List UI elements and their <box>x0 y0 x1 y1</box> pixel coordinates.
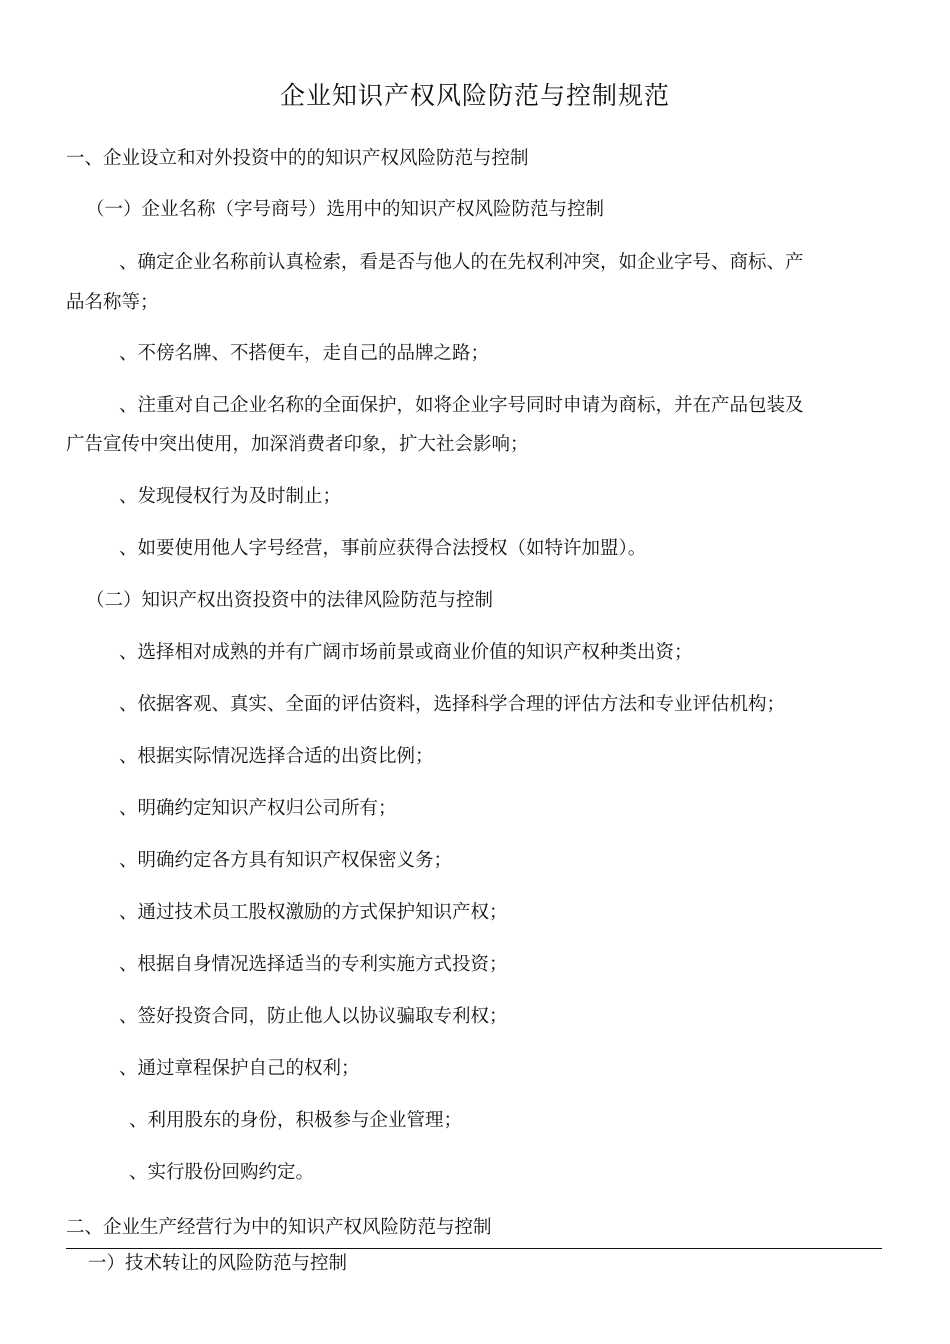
list-item: 、不傍名牌、不搭便车，走自己的品牌之路； <box>119 343 490 364</box>
list-item: 、明确约定知识产权归公司所有； <box>119 798 397 819</box>
list-item: 、选择相对成熟的并有广阔市场前景或商业价值的知识产权种类出资； <box>119 642 693 663</box>
subsection-1-2-heading: （二）知识产权出资投资中的法律风险防范与控制 <box>86 590 494 611</box>
subsection-1-1-heading: （一）企业名称（字号商号）选用中的知识产权风险防范与控制 <box>86 199 605 220</box>
list-item: 、如要使用他人字号经营，事前应获得合法授权（如特许加盟）。 <box>119 538 647 559</box>
list-item: 、通过章程保护自己的权利； <box>119 1058 360 1079</box>
list-item: 、依据客观、真实、全面的评估资料，选择科学合理的评估方法和专业评估机构； <box>119 694 786 715</box>
list-item: 、根据自身情况选择适当的专利实施方式投资； <box>119 954 508 975</box>
document-title: 企业知识产权风险防范与控制规范 <box>279 81 670 110</box>
list-item: 、发现侵权行为及时制止； <box>119 486 342 507</box>
list-item: 、通过技术员工股权激励的方式保护知识产权； <box>119 902 508 923</box>
section-2-heading: 二、企业生产经营行为中的知识产权风险防范与控制 <box>66 1217 492 1238</box>
list-item: 、签好投资合同，防止他人以协议骗取专利权； <box>119 1006 508 1027</box>
list-item: 、根据实际情况选择合适的出资比例； <box>119 746 434 767</box>
divider-line <box>66 1248 882 1249</box>
list-item: 、实行股份回购约定。 <box>129 1162 315 1183</box>
list-item: 、利用股东的身份，积极参与企业管理； <box>129 1110 463 1131</box>
list-item: 、明确约定各方具有知识产权保密义务； <box>119 850 453 871</box>
section-1-heading: 一、企业设立和对外投资中的的知识产权风险防范与控制 <box>66 148 529 169</box>
subsection-2-1-heading: 一）技术转让的风险防范与控制 <box>88 1253 348 1274</box>
list-item-continuation: 品名称等； <box>66 292 159 313</box>
list-item-continuation: 广告宣传中突出使用，加深消费者印象，扩大社会影响； <box>66 434 529 455</box>
list-item: 、注重对自己企业名称的全面保护，如将企业字号同时申请为商标，并在产品包装及 <box>119 395 804 416</box>
list-item: 、确定企业名称前认真检索，看是否与他人的在先权利冲突，如企业字号、商标、产 <box>119 252 804 273</box>
